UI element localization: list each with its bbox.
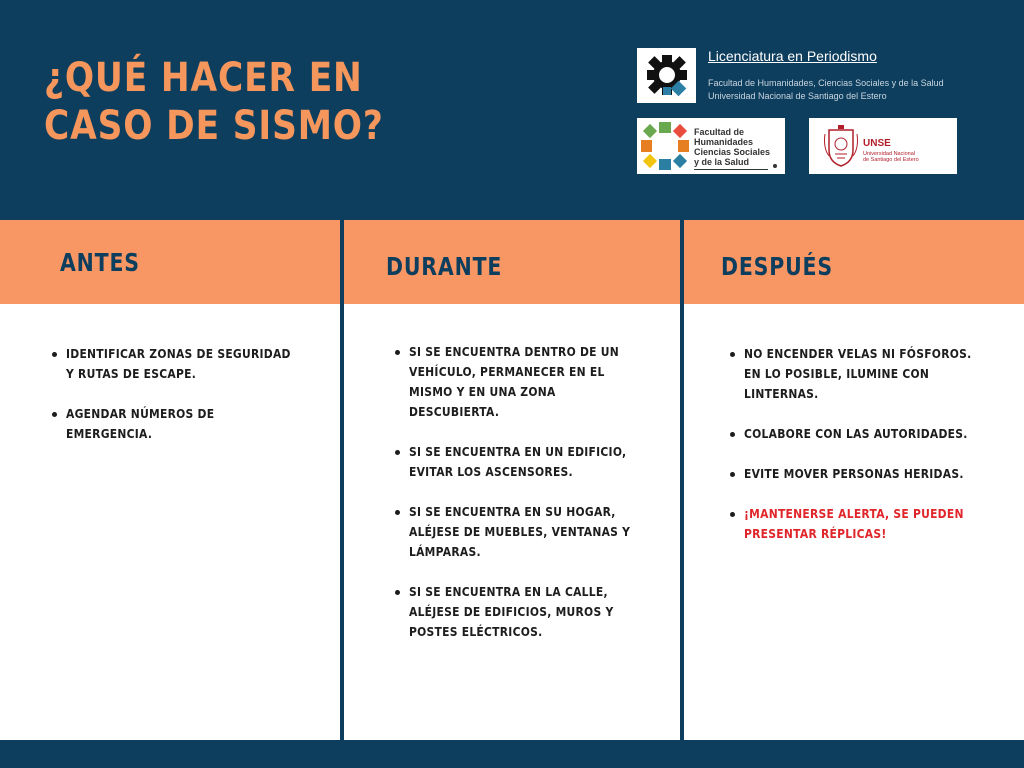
list-item-text: SI SE ENCUENTRA EN UN EDIFICIO, EVITAR LOS ASCENSORES. (409, 444, 627, 479)
column-title-antes: ANTES (60, 248, 140, 277)
list-item (744, 424, 1014, 444)
licenciatura-logo (637, 48, 696, 103)
list-item (66, 404, 336, 444)
column-header (344, 220, 680, 304)
divider (694, 169, 768, 170)
list-item (66, 344, 336, 384)
unse-logo-line: de Santiago del Estero (863, 157, 919, 163)
column-body (0, 304, 340, 740)
faculty-logo-line: Humanidades (694, 137, 754, 147)
list-item (409, 582, 679, 642)
unse-logo (809, 118, 957, 174)
unse-logo-name: UNSE (863, 138, 891, 149)
column-header (684, 220, 1024, 304)
column-antes (0, 220, 340, 740)
list-item-text: IDENTIFICAR ZONAS DE SEGURIDAD Y RUTAS DE ESCAPE. (66, 346, 291, 381)
list-item-text: AGENDAR NÚMEROS DE EMERGENCIA. (66, 406, 215, 441)
column-title-despues: DESPUÉS (721, 252, 833, 281)
alert-list-item (744, 504, 1014, 544)
program-subtitle (708, 77, 944, 103)
antes-list (66, 344, 336, 464)
faculty-gear-icon (637, 118, 693, 174)
list-item (744, 344, 1014, 404)
faculty-logo-line: y de la Salud (694, 157, 750, 167)
list-item-text: EVITE MOVER PERSONAS HERIDAS. (744, 466, 964, 481)
list-item-text: SI SE ENCUENTRA EN LA CALLE, ALÉJESE DE EDIFICIOS, MUROS Y POSTES ELÉCTRICOS. (409, 584, 614, 639)
column-durante (344, 220, 680, 740)
program-title[interactable]: Licenciatura en Periodismo (708, 48, 877, 64)
column-header (0, 220, 340, 304)
faculty-logo-line: Facultad de (694, 127, 745, 137)
university-crest-icon (821, 124, 861, 170)
title-line-1: ¿QUÉ HACER EN (44, 55, 363, 101)
program-university: Universidad Nacional de Santiago del Estero (708, 91, 887, 101)
column-title-durante: DURANTE (386, 252, 503, 281)
program-faculty: Facultad de Humanidades, Ciencias Sociales y de la Salud (708, 78, 944, 88)
footer-bar (0, 740, 1024, 768)
page-title (44, 54, 384, 150)
list-item (409, 502, 679, 562)
list-item (409, 442, 679, 482)
column-body (684, 304, 1024, 740)
columns (0, 220, 1024, 740)
dot-decoration (773, 164, 777, 168)
list-item-text: COLABORE CON LAS AUTORIDADES. (744, 426, 968, 441)
unse-logo-subtitle (863, 151, 919, 163)
list-item-text: NO ENCENDER VELAS NI FÓSFOROS. EN LO POSIBLE, ILUMINE CON LINTERNAS. (744, 346, 972, 401)
gear-puzzle-icon (642, 51, 692, 101)
unse-logo-line: Universidad Nacional (863, 151, 915, 157)
list-item-text: SI SE ENCUENTRA EN SU HOGAR, ALÉJESE DE MUEBLES, VENTANAS Y LÁMPARAS. (409, 504, 631, 559)
header (0, 0, 1024, 220)
column-despues (684, 220, 1024, 740)
list-item-text: SI SE ENCUENTRA DENTRO DE UN VEHÍCULO, PERMANECER EN EL MISMO Y EN UNA ZONA DESCUBIERTA. (409, 344, 620, 419)
title-line-2: CASO DE SISMO? (44, 103, 384, 149)
despues-list (744, 344, 1014, 564)
column-body (344, 304, 680, 740)
list-item (744, 464, 1014, 484)
faculty-logo-line: Ciencias Sociales (694, 147, 771, 157)
faculty-logo-text (694, 127, 770, 167)
list-item-text: ¡MANTENERSE ALERTA, SE PUEDEN PRESENTAR RÉPLICAS! (744, 506, 964, 541)
faculty-logo (637, 118, 785, 174)
durante-list (409, 342, 679, 662)
list-item (409, 342, 679, 422)
